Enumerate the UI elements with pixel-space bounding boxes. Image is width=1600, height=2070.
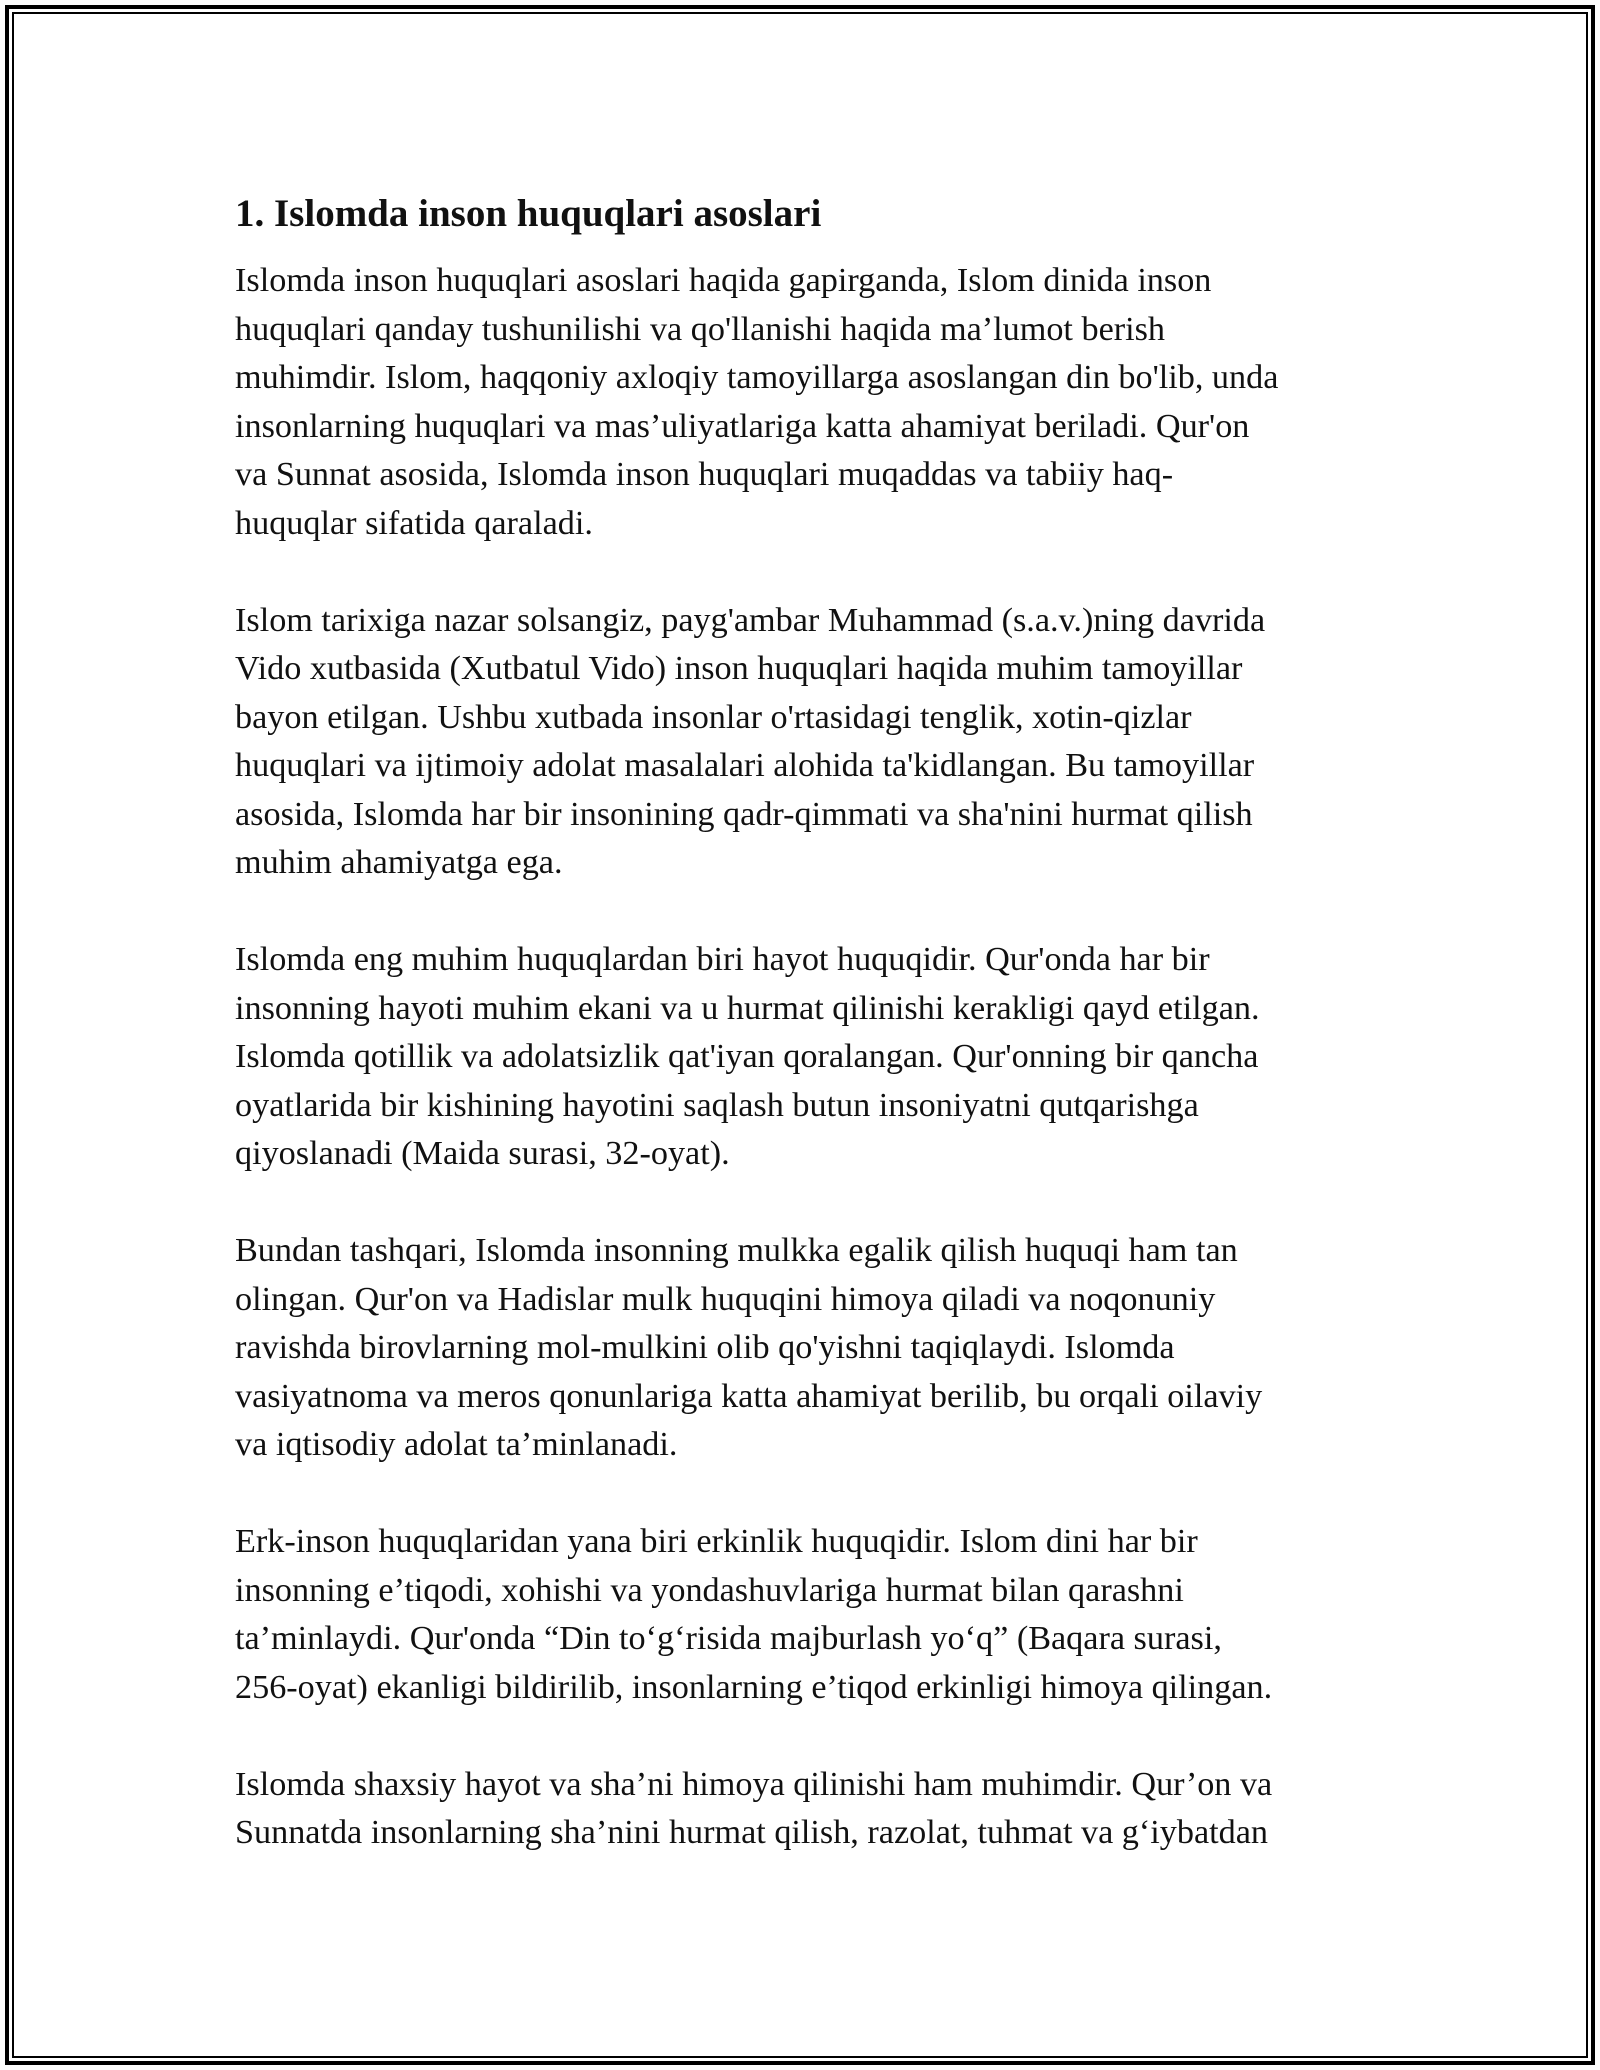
paragraph-4 [235,1227,1385,1470]
paragraph-3 [235,936,1385,1179]
paragraph-line: huquqlari va ijtimoiy adolat masalalari alohida ta'kidlangan. Bu tamoyillar [235,747,1255,784]
paragraph-line: bayon etilgan. Ushbu xutbada insonlar o'rtasidagi tenglik, xotin-qizlar [235,698,1192,736]
paragraph-line: ravishda birovlarning mol-mulkini olib qo'yishni taqiqlaydi. Islomda [235,1329,1175,1366]
paragraph-line: qiyoslanadi (Maida surasi, 32-oyat). [235,1135,730,1172]
paragraph-line: insonlarning huquqlari va mas’uliyatlariga katta ahamiyat beriladi. Qur'on [235,407,1250,445]
paragraph-line: Islomda eng muhim huquqlardan biri hayot huquqidir. Qur'onda har bir [235,941,1210,978]
paragraph-6 [235,1761,1385,1858]
paragraph-line: va iqtisodiy adolat ta’minlanadi. [235,1426,678,1463]
paragraph-line: insonning hayoti muhim ekani va u hurmat qilinishi kerakligi qayd etilgan. [235,989,1260,1027]
paragraph-line: Islomda qotillik va adolatsizlik qat'iyan qoralangan. Qur'onning bir qancha [235,1038,1259,1075]
paragraph-line: Islomda shaxsiy hayot va sha’ni himoya qilinishi ham muhimdir. Qur’on va [235,1765,1273,1803]
paragraph-line: muhim ahamiyatga ega. [235,844,563,881]
paragraph-line: insonning e’tiqodi, xohishi va yondashuvlariga hurmat bilan qarashni [235,1571,1184,1609]
paragraph-line: 256-oyat) ekanligi bildirilib, insonlarning e’tiqod erkinligi himoya qilingan. [235,1668,1273,1706]
document-body [235,188,1385,1906]
paragraph-line: Islom tarixiga nazar solsangiz, payg'ambar Muhammad (s.a.v.)ning davrida [235,601,1266,639]
paragraph-line: asosida, Islomda har bir insonining qadr-qimmati va sha'nini hurmat qilish [235,795,1253,833]
paragraph-1 [235,257,1385,548]
paragraph-line: huquqlari qanday tushunilishi va qo'llanishi haqida ma’lumot berish [235,310,1166,348]
paragraph-line: Vido xutbasida (Xutbatul Vido) inson huquqlari haqida muhim tamoyillar [235,650,1243,687]
paragraph-line: Sunnatda insonlarning sha’nini hurmat qilish, razolat, tuhmat va g‘iybatdan [235,1814,1269,1851]
section-heading: 1. Islomda inson huquqlari asoslari [235,192,822,235]
paragraph-line: Bundan tashqari, Islomda insonning mulkka egalik qilish huquqi ham tan [235,1232,1238,1269]
paragraph-line: va Sunnat asosida, Islomda inson huquqlari muqaddas va tabiiy haq- [235,456,1174,493]
paragraph-line: ta’minlaydi. Qur'onda “Din to‘g‘risida majburlash yo‘q” (Baqara surasi, [235,1620,1222,1657]
paragraph-line: Islomda inson huquqlari asoslari haqida gapirganda, Islom dinida inson [235,262,1212,299]
paragraph-2 [235,597,1385,888]
paragraph-line: Erk-inson huquqlaridan yana biri erkinlik huquqidir. Islom dini har bir [235,1523,1198,1560]
paragraph-line: olingan. Qur'on va Hadislar mulk huquqini himoya qiladi va noqonuniy [235,1280,1216,1318]
paragraph-line: oyatlarida bir kishining hayotini saqlash butun insoniyatni qutqarishga [235,1086,1199,1124]
paragraph-line: muhimdir. Islom, haqqoniy axloqiy tamoyillarga asoslangan din bo'lib, unda [235,359,1279,396]
paragraph-line: vasiyatnoma va meros qonunlariga katta ahamiyat berilib, bu orqali oilaviy [235,1377,1263,1415]
paragraph-5 [235,1518,1385,1712]
paragraph-line: huquqlar sifatida qaraladi. [235,504,593,542]
